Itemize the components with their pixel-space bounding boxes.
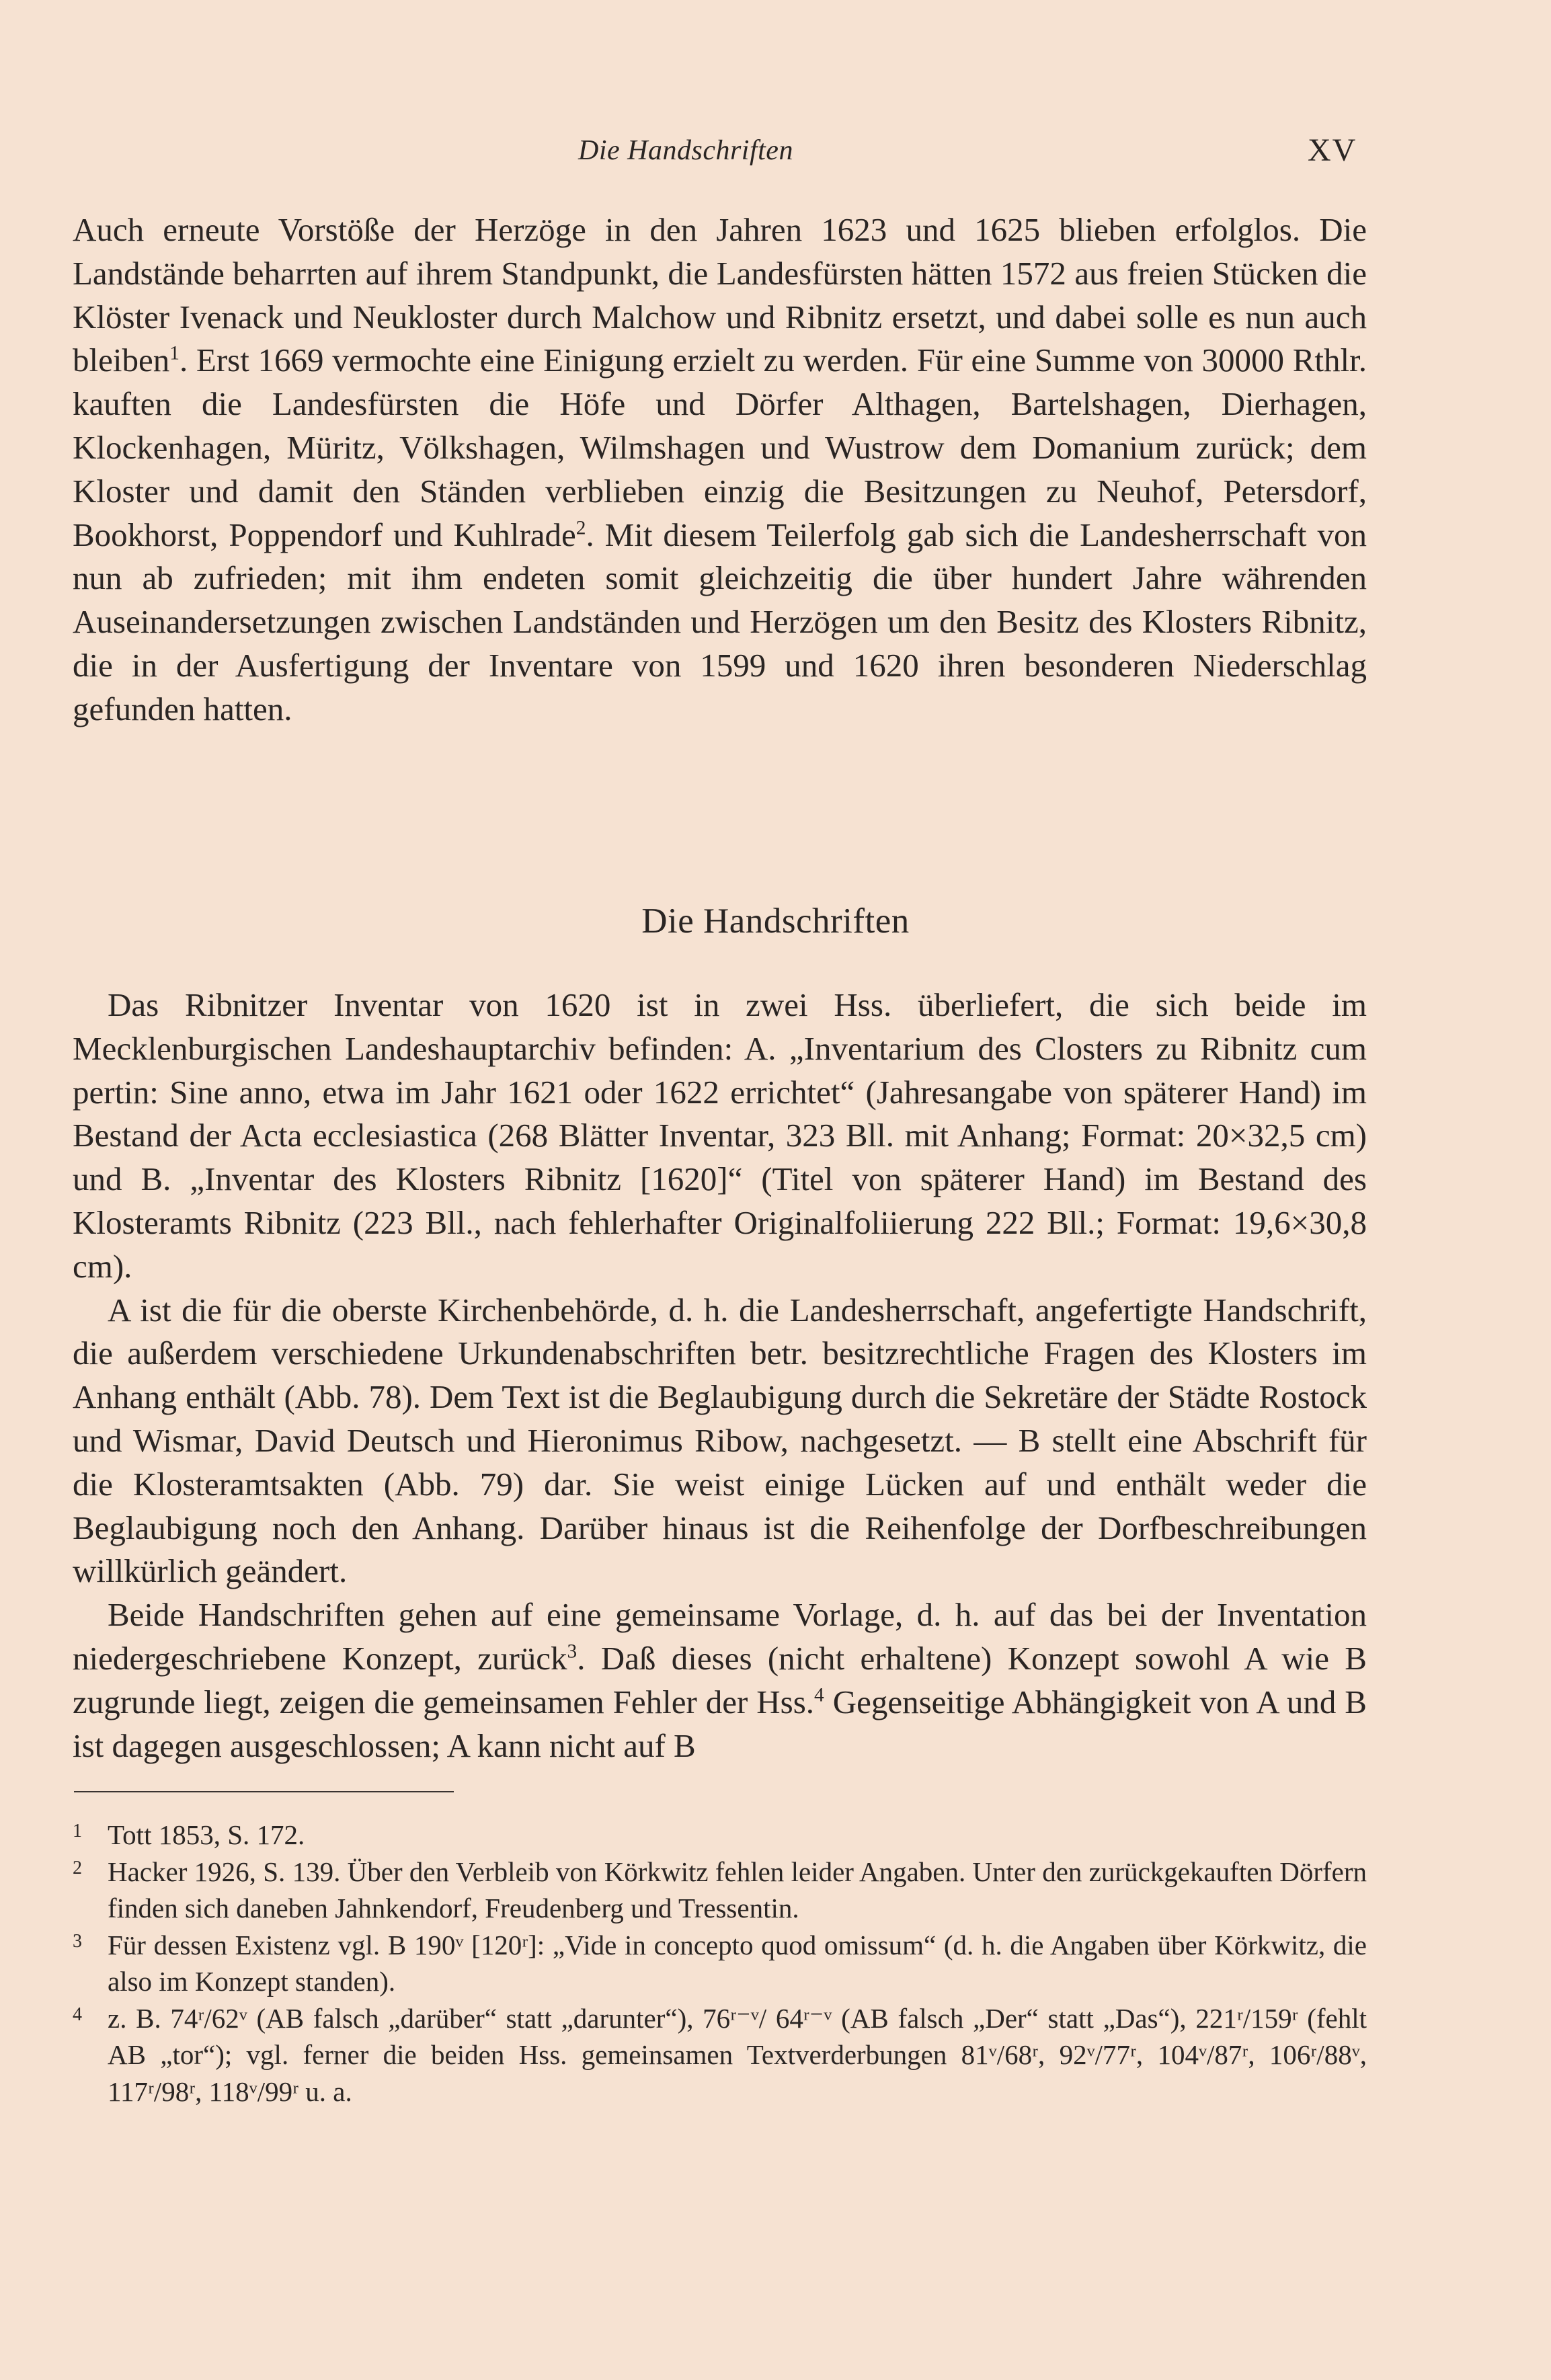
footnote-text: z. B. 74ʳ/62ᵛ (AB falsch „darüber“ statt „darunter“), 76ʳ⁻ᵛ/ 64ʳ⁻ᵛ (AB falsch „Der“ statt „Das“), 221ʳ/159ʳ (fehlt AB „tor“); vgl. ferner die beiden Hss. gemeinsamen Textverderbungen 81ᵛ/68ʳ, 92ᵛ/77ʳ, 104ᵛ/87ʳ, 106ʳ/88ᵛ, 117ʳ/98ʳ, 118ᵛ/99ʳ u. a. xyxy=(108,2002,1367,2107)
footnote xyxy=(73,1817,1367,1854)
footnote-number: 4 xyxy=(73,2004,82,2025)
footnote-number: 1 xyxy=(73,1821,82,1841)
intro-text-block xyxy=(73,208,1367,731)
page-number: XV xyxy=(1308,132,1357,168)
running-title: Die Handschriften xyxy=(578,135,793,166)
footnotes xyxy=(73,1817,1367,2110)
paragraph-text: Gegenseitige Abhängigkeit von A und B ist dagegen ausgeschlossen; A kann nicht auf B xyxy=(73,1683,1367,1764)
footnote xyxy=(73,2000,1367,2110)
paragraph xyxy=(73,208,1367,731)
footnote-number: 3 xyxy=(73,1930,82,1952)
paragraph: A ist die für die oberste Kirchenbehörde, d. h. die Landesherrschaft, angefertigte Handschrift, die außerdem verschiedene Urkundenabschriften betr. besitzrechtliche Fragen des Klosters im Anhang enthält (Abb. 78). Dem Text ist die Beglaubigung durch die Sekretäre der Städte Rostock und Wismar, David Deutsch und Hieronimus Ribow, nachgesetzt. — B stellt eine Abschrift für die Klosteramtsakten (Abb. 79) dar. Sie weist einige Lücken auf und enthält weder die Beglaubigung noch den Anhang. Darüber hinaus ist die Reihenfolge der Dorfbeschreibungen willkürlich geändert. xyxy=(73,1291,1367,1590)
footnote-number: 2 xyxy=(73,1857,82,1878)
footnote xyxy=(73,1854,1367,1927)
paragraph-text: Beide Handschriften gehen auf eine gemeinsame Vorlage, d. h. auf das bei der Inventation niedergeschriebene Konzept, zurück xyxy=(73,1596,1367,1677)
paragraph: Das Ribnitzer Inventar von 1620 ist in zwei Hss. überliefert, die sich beide im Mecklenburgischen Landeshauptarchiv befinden: A. „Inventarium des Closters zu Ribnitz cum pertin: Sine anno, etwa im Jahr 1621 oder 1622 errichtet“ (Jahresangabe von späterer Hand) im Bestand der Acta ecclesiastica (268 Blätter Inventar, 323 Bll. mit Anhang; Format: 20×32,5 cm) und B. „Inventar des Klosters Ribnitz [1620]“ (Titel von späterer Hand) im Bestand des Klosteramts Ribnitz (223 Bll., nach fehlerhafter Originalfoliierung 222 Bll.; Format: 19,6×30,8 cm). xyxy=(73,986,1367,1285)
manuscripts-text-block xyxy=(73,984,1367,1768)
paragraph-text: . Mit diesem Teilerfolg gab sich die Landesherrschaft von nun ab zufrieden; mit ihm endeten somit gleichzeitig die über hundert Jahre währenden Auseinandersetzungen zwischen Landständen und Herzögen um den Besitz des Klosters Ribnitz, die in der Ausfertigung der Inventare von 1599 und 1620 ihren besonderen Niederschlag gefunden hatten. xyxy=(73,516,1367,727)
footnote-divider xyxy=(74,1791,454,1792)
footnote xyxy=(73,1927,1367,2000)
paragraph-text: . Daß dieses (nicht erhaltene) Konzept sowohl A wie B zugrunde liegt, zeigen die gemeinsamen Fehler der Hss. xyxy=(73,1639,1367,1720)
footnote-text: Hacker 1926, S. 139. Über den Verbleib von Körkwitz fehlen leider Angaben. Unter den zurückgekauften Dörfern finden sich daneben Jahnkendorf, Freudenberg und Tressentin. xyxy=(108,1856,1367,1923)
paragraph-text: Auch erneute Vorstöße der Herzöge in den Jahren 1623 und 1625 blieben erfolglos. Die Landstände beharrten auf ihrem Standpunkt, die Landesfürsten hätten 1572 aus freien Stücken die Klöster Ivenack und Neukloster durch Malchow und Ribnitz ersetzt, und dabei solle es nun auch bleiben xyxy=(73,211,1367,379)
footnote-ref: 3 xyxy=(567,1640,578,1663)
section-heading: Die Handschriften xyxy=(641,902,910,941)
footnote-text: Für dessen Existenz vgl. B 190ᵛ [120ʳ]: „Vide in concepto quod omissum“ (d. h. die Angaben über Körkwitz, die also im Konzept standen). xyxy=(108,1929,1367,1997)
footnote-text: Tott 1853, S. 172. xyxy=(108,1819,305,1850)
footnote-ref: 4 xyxy=(814,1684,824,1706)
footnote-ref: 2 xyxy=(575,517,586,539)
footnote-ref: 1 xyxy=(169,343,180,365)
paragraph-text: . Erst 1669 vermochte eine Einigung erzielt zu werden. Für eine Summe von 30000 Rthlr. kauften die Landesfürsten die Höfe und Dörfer Althagen, Bartelshagen, Dierhagen, Klockenhagen, Müritz, Völkshagen, Wilmshagen und Wustrow dem Domanium zurück; dem Kloster und damit den Ständen verblieben einzig die Besitzungen zu Neuhof, Petersdorf, Bookhorst, Poppendorf und Kuhlrade xyxy=(73,342,1367,553)
paragraph xyxy=(73,1593,1367,1768)
